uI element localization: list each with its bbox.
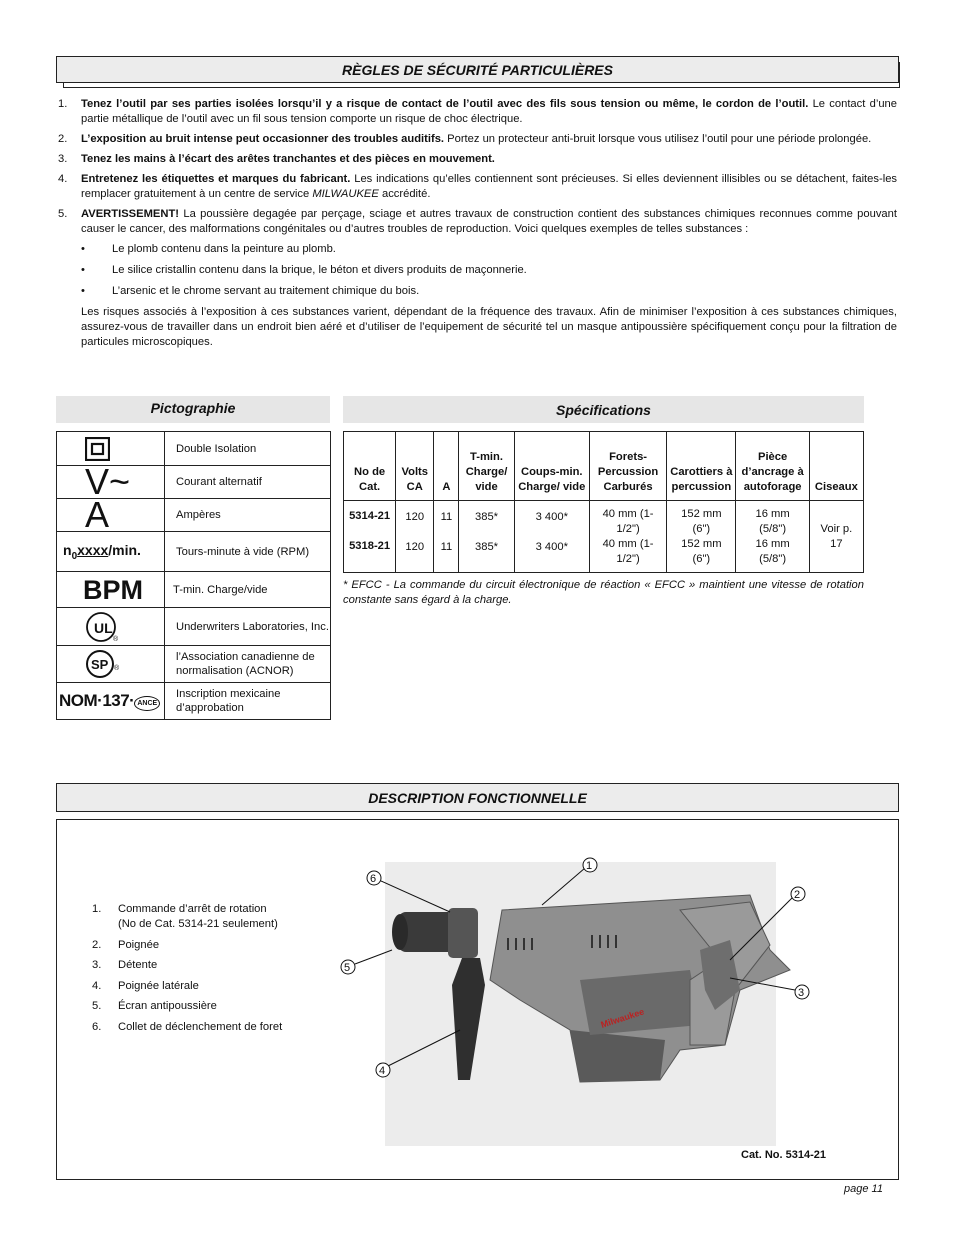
svg-text:SP: SP (91, 657, 109, 672)
rotary-hammer-illustration (330, 850, 830, 1090)
bpm-icon: BPM (83, 574, 143, 605)
part-item: 1. Commande d’arrêt de rotation (No de Cat. 5314-21 seulement) (92, 903, 278, 930)
part-item: 5. Écran antipoussière (92, 1000, 217, 1012)
nom-ance-icon: NOM·137· ANCE (59, 691, 164, 711)
callout-2: 2 (794, 889, 801, 901)
pictographie-table (56, 431, 331, 720)
svg-text:®: ® (113, 635, 119, 643)
csa-icon (85, 648, 121, 680)
closing-paragraph: Les risques associés à l’exposition à ces substances varient, dépendant de la fréquence des travaux. Afin de minimiser l’exposition à ces substances chimiques, assurez-vous de travailler dans un endroit bien aéré et d’utiliser de l’equipement de sécurité tel un masque antipoussière spécifiquement conçu pour la filtration de particules microscopiques. (81, 306, 897, 348)
callout-5: 5 (344, 962, 351, 974)
rule-2: 2. L’exposition au bruit intense peut occasionner des troubles auditifs. Portez un protecteur anti-bruit lorsque vous utilisez l’outil pour une période prolongée. (58, 133, 872, 145)
double-insulation-icon (85, 437, 110, 461)
callout-6: 6 (370, 873, 377, 885)
callout-1: 1 (586, 860, 593, 872)
rule-3: 3. Tenez les mains à l’écart des arêtes tranchantes et des pièces en mouvement. (58, 153, 495, 165)
parts-list (92, 902, 282, 1040)
part-item: 4. Poignée latérale (92, 979, 199, 992)
picto-row: BPM T-min. Charge/vide (57, 572, 331, 608)
part-item: 6. Collet de déclenchement de foret (92, 1020, 283, 1033)
picto-row: UL ® Underwriters Laboratories, Inc. (57, 608, 331, 646)
svg-text:®: ® (114, 665, 120, 672)
callout-4: 4 (379, 1065, 386, 1077)
specifications-header: Spécifications (343, 396, 864, 423)
alternating-current-icon: V~ (85, 461, 131, 502)
motor-housing (580, 970, 700, 1035)
spec-data-row: 5314-21 5318-21 120 120 11 11 385* 385* 3 400* 3 400* 40 mm (1-1/2") 40 mm (1-1/2") 152 mm (6") 152 mm (6") 16 mm (5/8") 16 mm (5/8") Voir p. 17 (344, 501, 864, 573)
description-header: DESCRIPTION FONCTIONNELLE (56, 783, 899, 812)
brand-label: Milwaukee (599, 1006, 646, 1030)
side-handle (452, 958, 485, 1080)
picto-row: Double Isolation (57, 432, 331, 466)
part-item: 3. Détente (92, 959, 158, 971)
bullet-item: • Le plomb contenu dans la peinture au plomb. (81, 243, 336, 255)
picto-row: SP ® l’Association canadienne de normalisation (ACNOR) (57, 646, 331, 683)
safety-rules (55, 97, 897, 350)
dust-shield (392, 914, 408, 950)
picto-row: V~ Courant alternatif (57, 466, 331, 499)
efcc-footnote: * EFCC - La commande du circuit électronique de réaction « EFCC » maintient une vitesse de rotation constante sans égard à la charge. (343, 579, 864, 606)
picto-row: NOM·137· ANCE Inscription mexicaine d’approbation (57, 683, 331, 720)
rpm-icon: $n_0xxxx/\min$. (63, 541, 141, 562)
safety-header (56, 56, 899, 83)
svg-text:UL: UL (94, 619, 113, 636)
picto-row: A Ampères (57, 499, 331, 532)
page-number: page 11 (844, 1183, 883, 1195)
callout-3: 3 (798, 987, 805, 999)
picto-row: $n_0xxxx/\min$. Tours-minute à vide (RPM) (57, 532, 331, 572)
amperes-icon: A (85, 494, 110, 535)
safety-title: RÈGLES DE SÉCURITÉ PARTICULIÈRES (342, 62, 613, 78)
spec-header-row: No de Cat. Volts CA A T-min. Charge/ vide Coups-min. Charge/ vide Forets- Percussion Carburés Carottiers à percussion Pièce d’ancrage à autoforage Ciseaux (344, 432, 864, 501)
rule-1: 1. Tenez l’outil par ses parties isolées lorsqu’il y a risque de contact de l’outil avec des fils sous tension ou même, le cordon de l’outil. Le contact d’une partie métallique de l’outil avec un fil sous tension comporte un risque de choc électrique. (58, 98, 897, 125)
drill-release-collar (448, 908, 478, 958)
rule-5: 5. AVERTISSEMENT! La poussière degagée par perçage, sciage et autres travaux de construction contient des substances chimiques reconnues comme pouvant causer le cancer, des malformations congénitales ou d’autres troubles de reproduction. Voici quelques exemples de telles substances : (58, 208, 897, 235)
ul-icon (85, 610, 119, 644)
pictographie-header: Pictographie (56, 396, 330, 423)
rule-4: 4. Entretenez les étiquettes et marques du fabricant. Les indications qu’elles contiennent sont précieuses. Si elles deviennent illisibles ou se détachent, faites-les remplacer gratuitement à un centre de service MILWAUKEE accrédité. (58, 173, 898, 200)
specifications-table (343, 431, 864, 573)
part-item: 2. Poignée (92, 938, 160, 951)
bullet-item: • L’arsenic et le chrome servant au traitement chimique du bois. (81, 285, 420, 297)
bullet-item: • Le silice cristallin contenu dans la brique, le béton et divers produits de maçonnerie. (81, 264, 527, 276)
photo-caption: Cat. No. 5314-21 (741, 1149, 826, 1161)
